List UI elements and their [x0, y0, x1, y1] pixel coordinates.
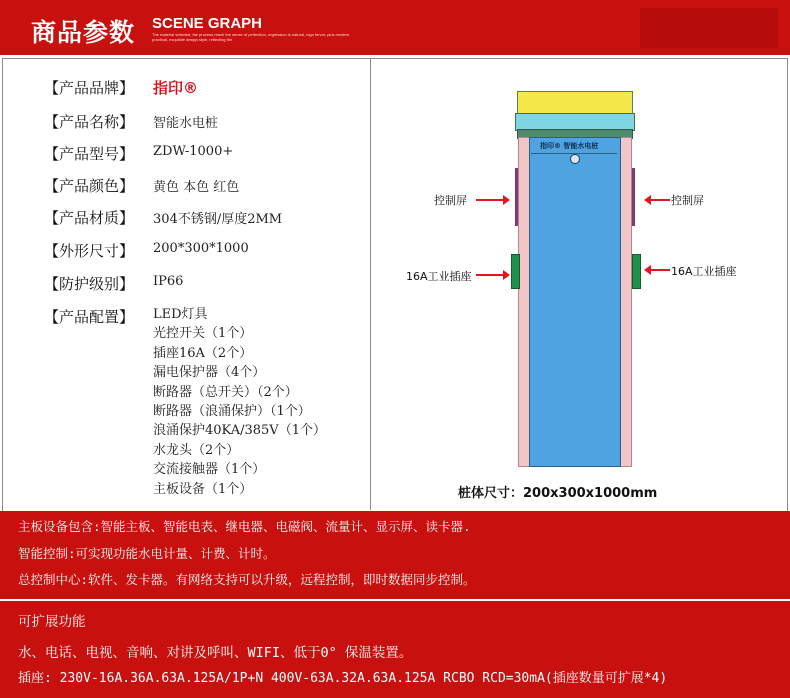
pile-lock-icon: [570, 154, 580, 164]
spec-row-model: [44, 143, 233, 165]
extensions-heading: 可扩展功能: [18, 614, 86, 630]
dimension-caption: 桩体尺寸：200x300x1000mm: [458, 486, 658, 501]
label-right-socket: 16A工业插座: [671, 265, 737, 278]
spec-row-name: [44, 111, 218, 133]
spec-label: 【产品材质】: [44, 209, 135, 227]
arrow-left-icon: [650, 199, 670, 201]
spec-label: 【产品颜色】: [44, 177, 135, 195]
spec-label: 【产品型号】: [44, 145, 135, 163]
header-banner: [0, 0, 790, 55]
label-right-screen: 控制屏: [671, 194, 704, 207]
spec-value: 200*300*1000: [153, 241, 249, 256]
left-control-screen: [515, 168, 518, 226]
spec-row-material: [44, 207, 282, 229]
spec-row-config: [44, 306, 153, 328]
info-line: 水、电话、电视、音响、对讲及呼叫、WIFI、低于0° 保温装置。: [18, 645, 413, 661]
frame-divider: [370, 58, 371, 510]
info-panel-main: [0, 511, 790, 599]
info-line: 插座: 230V-16A.36A.63A.125A/1P+N 400V-63A.32A.63A.125A RCBO RCD=30mA(插座数量可扩展*4): [18, 671, 668, 686]
label-left-screen: 控制屏: [434, 194, 467, 207]
config-item: 交流接触器（1个）: [153, 462, 266, 478]
spec-label: 【产品名称】: [44, 113, 135, 131]
brand-logo: 指印®: [153, 79, 199, 97]
right-control-screen: [632, 168, 635, 226]
spec-label: 【防护级别】: [44, 275, 135, 293]
spec-row-brand: [44, 77, 198, 99]
config-item: 水龙头（2个）: [153, 442, 240, 458]
spec-row-size: [44, 240, 249, 262]
spec-row-protection: [44, 273, 183, 295]
spec-value: 304不锈钢/厚度2MM: [153, 212, 283, 227]
spec-value: IP66: [153, 274, 184, 289]
info-panel-extensions: [0, 601, 790, 698]
spec-value: 黄色 本色 红色: [153, 180, 240, 195]
spec-label: 【外形尺寸】: [44, 242, 135, 260]
spec-row-color: [44, 175, 239, 197]
page-title-en: SCENE GRAPH: [152, 15, 263, 32]
pile-lamp-cap: [517, 91, 633, 115]
pile-right-side: [620, 137, 632, 467]
config-item: 浪涌保护40KA/385V（1个）: [153, 423, 326, 439]
info-line: 智能控制:可实现功能水电计量、计费、计时。: [18, 546, 276, 561]
arrow-right-icon: [476, 199, 504, 201]
config-item: LED灯具: [153, 307, 208, 322]
right-socket: [632, 254, 641, 289]
spec-value: ZDW-1000+: [153, 144, 234, 159]
page-subtitle: The material selected, the process reach the sense of perfection, regression is natural, logo fervor, plus modern, practical, exquisite design style, reflecting the: [152, 32, 351, 42]
pile-front-label: 指印® 智能水电桩: [540, 142, 599, 150]
info-line: 主板设备包含:智能主板、智能电表、继电器、电磁阀、流量计、显示屏、读卡器.: [18, 519, 471, 534]
page-title: 商品参数: [31, 18, 136, 47]
config-item: 光控开关（1个）: [153, 326, 253, 342]
info-line: 总控制中心:软件、发卡器。有网络支持可以升级，远程控制，即时数据同步控制。: [18, 572, 476, 587]
arrow-left-icon: [650, 269, 670, 271]
label-left-socket: 16A工业插座: [406, 270, 472, 283]
pile-front-panel: [529, 137, 621, 467]
spec-label: 【产品配置】: [44, 308, 135, 326]
banner-shade: [640, 8, 778, 48]
config-list: [153, 305, 326, 499]
left-socket: [511, 254, 520, 289]
spec-label: 【产品品牌】: [44, 79, 135, 97]
config-item: 断路器（总开关）（2个）: [153, 384, 298, 400]
spec-value: 智能水电桩: [153, 116, 219, 131]
arrow-right-icon: [476, 274, 504, 276]
config-item: 漏电保护器（4个）: [153, 365, 266, 381]
config-item: 主板设备（1个）: [153, 481, 253, 497]
config-item: 断路器（浪涌保护）（1个）: [153, 404, 311, 420]
config-item: 插座16A（2个）: [153, 345, 253, 361]
